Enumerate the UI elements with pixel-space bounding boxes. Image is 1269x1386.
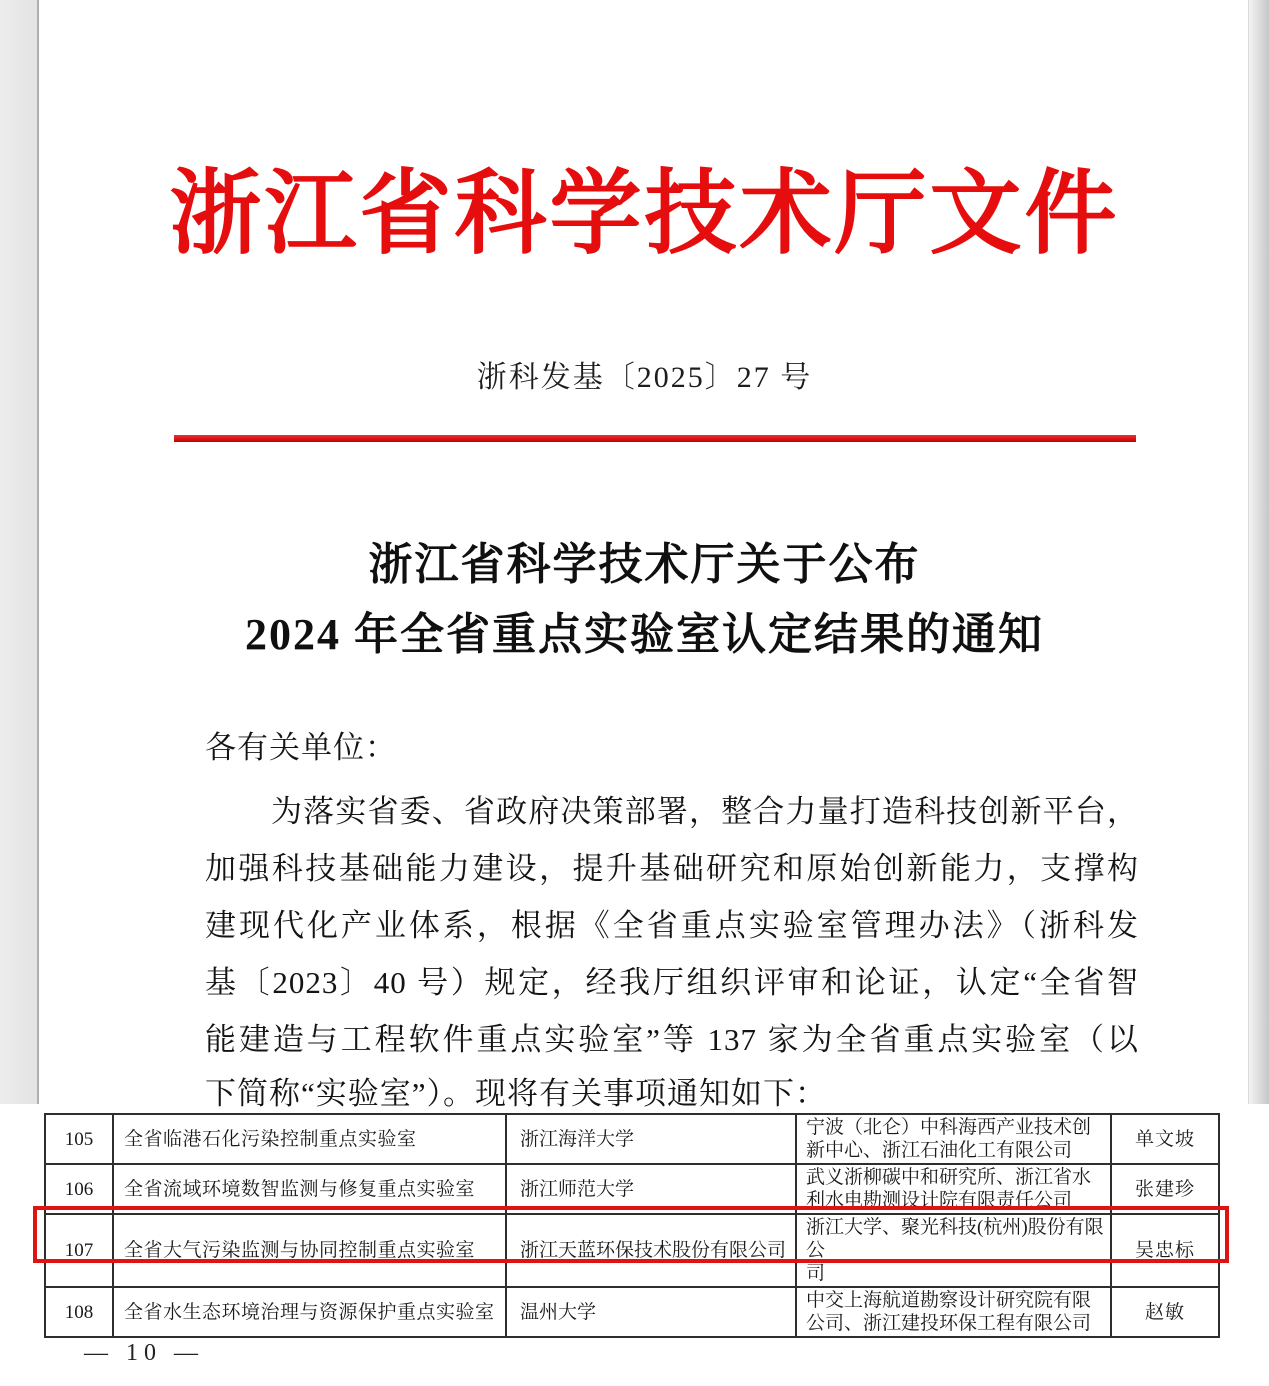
- lab-name-cell: 全省大气污染监测与协同控制重点实验室: [113, 1214, 506, 1287]
- document-number: 浙科发基〔2025〕27 号: [476, 361, 813, 394]
- salutation: 各有关单位：: [205, 730, 397, 765]
- page-number: — 10 —: [84, 1340, 204, 1366]
- institution-cell: 温州大学: [506, 1287, 796, 1337]
- lab-name-cell: 全省水生态环境治理与资源保护重点实验室: [113, 1287, 506, 1337]
- notice-title-line1: 浙江省科学技术厅关于公布: [368, 540, 921, 589]
- director-cell: 单文坡: [1111, 1114, 1219, 1164]
- lab-results-table: [44, 1113, 1220, 1338]
- body-paragraph-line: 基〔2023〕40 号）规定，经我厅组织评审和论证，认定“全省智: [205, 965, 1139, 1000]
- partners-text-line1: 浙江大学、聚光科技(杭州)股份有限公: [806, 1217, 1104, 1261]
- partners-text-line2: 司: [806, 1263, 826, 1284]
- red-letterhead-title: 浙江省科学技术厅文件: [169, 163, 1120, 265]
- body-paragraph-line: 加强科技基础能力建设，提升基础研究和原始创新能力，支撑构: [205, 851, 1139, 886]
- page-left-margin: [0, 0, 39, 1104]
- row-number-cell: 106: [45, 1164, 113, 1214]
- table-row: [45, 1287, 1219, 1337]
- director-cell: 张建珍: [1111, 1164, 1219, 1214]
- body-paragraph-line: 能建造与工程软件重点实验室”等 137 家为全省重点实验室（以: [205, 1022, 1139, 1057]
- partners-cell: 中交上海航道勘察设计研究院有限公司、浙江建投环保工程有限公司: [796, 1287, 1111, 1337]
- partners-cell: 武义浙柳碳中和研究所、浙江省水利水电勘测设计院有限责任公司: [796, 1164, 1111, 1214]
- page-right-margin: [1248, 0, 1269, 1104]
- director-cell: 吴忠标: [1111, 1214, 1219, 1287]
- body-paragraph-line: 为落实省委、省政府决策部署，整合力量打造科技创新平台，: [271, 794, 1139, 829]
- body-paragraph-line: 下简称“实验室”）。现将有关事项通知如下：: [205, 1076, 828, 1111]
- table-row: [45, 1114, 1219, 1164]
- partners-cell: 宁波（北仑）中科海西产业技术创新中心、浙江石油化工有限公司: [796, 1114, 1111, 1164]
- partners-cell: [796, 1214, 1111, 1287]
- table-row: [45, 1164, 1219, 1214]
- lab-name-cell: 全省临港石化污染控制重点实验室: [113, 1114, 506, 1164]
- row-number-cell: 107: [45, 1214, 113, 1287]
- table-row-highlighted: [45, 1214, 1219, 1287]
- institution-cell: 浙江师范大学: [506, 1164, 796, 1214]
- body-paragraph-line: 建现代化产业体系，根据《全省重点实验室管理办法》（浙科发: [205, 908, 1139, 943]
- institution-cell: 浙江天蓝环保技术股份有限公司: [506, 1214, 796, 1287]
- notice-title-line2: 2024 年全省重点实验室认定结果的通知: [245, 610, 1044, 659]
- row-number-cell: 105: [45, 1114, 113, 1164]
- director-cell: 赵敏: [1111, 1287, 1219, 1337]
- lab-name-cell: 全省流域环境数智监测与修复重点实验室: [113, 1164, 506, 1214]
- institution-cell: 浙江海洋大学: [506, 1114, 796, 1164]
- row-number-cell: 108: [45, 1287, 113, 1337]
- letterhead-red-rule: [174, 435, 1136, 442]
